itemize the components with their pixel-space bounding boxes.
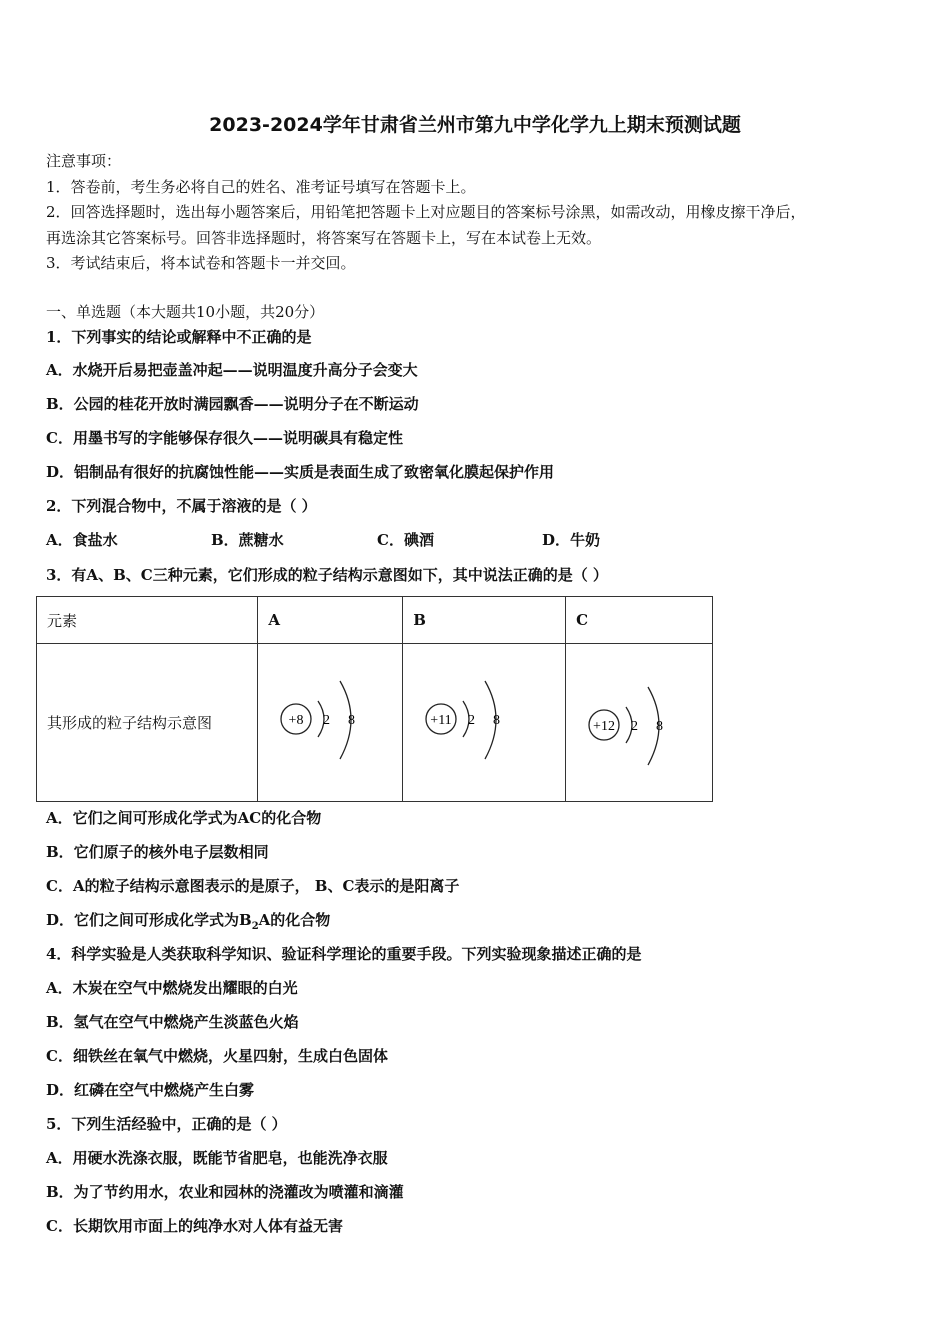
question-stem: 2．下列混合物中，不属于溶液的是（ ） [46, 497, 317, 515]
question-stem: 3．有A、B、C三种元素，它们形成的粒子结构示意图如下，其中说法正确的是（ ） [46, 566, 608, 584]
answer-option: A．木炭在空气中燃烧发出耀眼的白光 [46, 979, 298, 997]
answer-option: B．它们原子的核外电子层数相同 [46, 843, 269, 861]
notice-item: 3．考试结束后，将本试卷和答题卡一并交回。 [46, 254, 356, 272]
answer-option: A．食盐水 [46, 531, 118, 549]
shell-electron-count: 2 [468, 712, 476, 728]
answer-option [46, 910, 330, 937]
section-heading: 一、单选题（本大题共10小题，共20分） [46, 303, 325, 321]
table-header-cell: B [403, 597, 566, 644]
answer-option: B．蔗糖水 [211, 531, 284, 549]
answer-option: A．用硬水洗涤衣服，既能节省肥皂，也能洗净衣服 [46, 1149, 388, 1167]
answer-option: C．细铁丝在氧气中燃烧，火星四射，生成白色固体 [46, 1047, 388, 1065]
answer-option: C．长期饮用市面上的纯净水对人体有益无害 [46, 1217, 343, 1235]
atom-diagram-b [413, 673, 513, 773]
atom-diagram-c [576, 673, 676, 773]
particle-structure-table [36, 596, 713, 802]
answer-option: C．碘酒 [377, 531, 434, 549]
subscript: 2 [251, 921, 259, 932]
table-header-cell: 元素 [37, 597, 258, 644]
shell-electron-count: 8 [656, 718, 664, 734]
answer-option: C．A的粒子结构示意图表示的是原子， B、C表示的是阳离子 [46, 877, 460, 895]
question-stem: 5．下列生活经验中，正确的是（ ） [46, 1115, 287, 1133]
shell-electron-count: 8 [493, 712, 501, 728]
shell-electron-count: 2 [631, 718, 639, 734]
diagram-cell-c [566, 644, 713, 802]
answer-option: B．为了节约用水，农业和园林的浇灌改为喷灌和滴灌 [46, 1183, 404, 1201]
notice-heading: 注意事项： [46, 152, 122, 170]
notice-item: 1．答卷前，考生务必将自己的姓名、准考证号填写在答题卡上。 [46, 178, 476, 196]
table-header-cell: C [566, 597, 713, 644]
answer-option: C．用墨书写的字能够保存很久——说明碳具有稳定性 [46, 429, 403, 447]
nucleus-charge: +12 [593, 718, 616, 734]
shell-electron-count: 2 [323, 712, 331, 728]
option-text: A的化合物 [258, 911, 331, 929]
atom-diagram-a [268, 673, 368, 773]
notice-item: 2．回答选择题时，选出每小题答案后，用铅笔把答题卡上对应题目的答案标号涂黑，如需改动，用橡皮擦干净后， [46, 203, 806, 221]
answer-option: D．牛奶 [542, 531, 601, 549]
diagram-cell-b [403, 644, 566, 802]
answer-option: B．氢气在空气中燃烧产生淡蓝色火焰 [46, 1013, 299, 1031]
table-row [37, 644, 713, 802]
table-header-row [37, 597, 713, 644]
question-stem: 4．科学实验是人类获取科学知识、验证科学理论的重要手段。下列实验现象描述正确的是 [46, 945, 642, 963]
question-stem: 1．下列事实的结论或解释中不正确的是 [46, 328, 312, 346]
answer-option: D．红磷在空气中燃烧产生白雾 [46, 1081, 255, 1099]
answer-option: A．水烧开后易把壶盖冲起——说明温度升高分子会变大 [46, 361, 418, 379]
answer-option: D．铝制品有很好的抗腐蚀性能——实质是表面生成了致密氧化膜起保护作用 [46, 463, 555, 481]
table-row-label: 其形成的粒子结构示意图 [37, 644, 258, 802]
option-text: D．它们之间可形成化学式为B [46, 911, 252, 929]
notice-item: 再选涂其它答案标号。回答非选择题时，将答案写在答题卡上，写在本试卷上无效。 [46, 229, 602, 247]
nucleus-charge: +11 [430, 712, 452, 728]
nucleus-charge: +8 [288, 712, 304, 728]
answer-option: B．公园的桂花开放时满园飘香——说明分子在不断运动 [46, 395, 419, 413]
diagram-cell-a [258, 644, 403, 802]
answer-option: A．它们之间可形成化学式为AC的化合物 [46, 809, 322, 827]
table-header-cell: A [258, 597, 403, 644]
shell-electron-count: 8 [348, 712, 356, 728]
page-title: 2023-2024学年甘肃省兰州市第九中学化学九上期末预测试题 [209, 114, 741, 136]
